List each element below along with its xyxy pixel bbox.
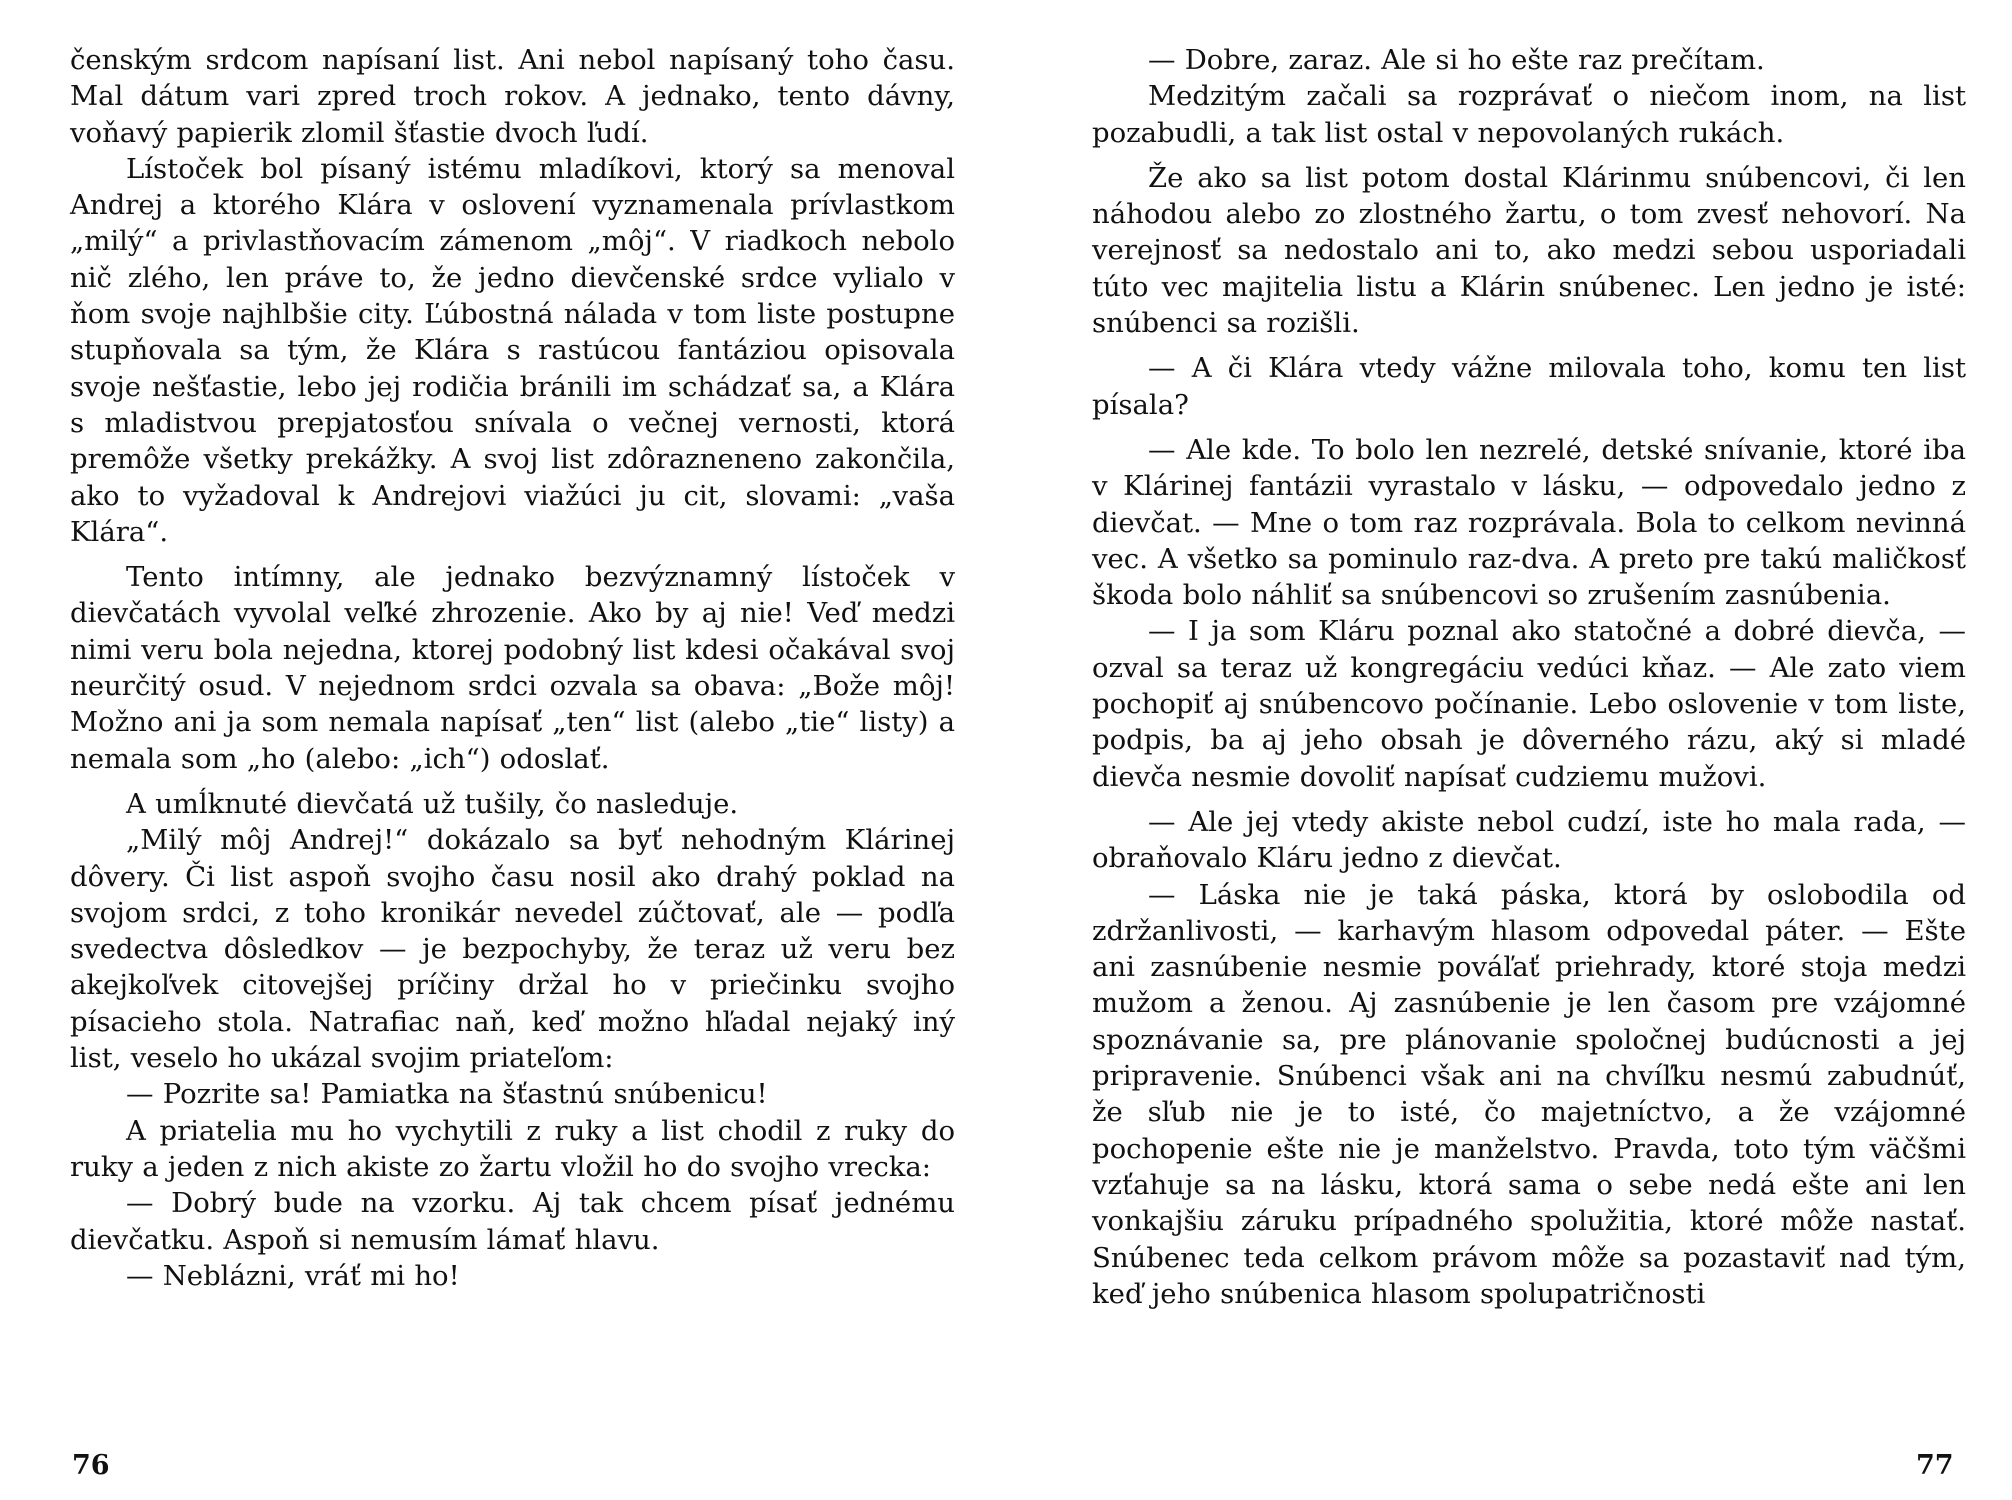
right-page — [1092, 42, 1966, 1312]
left-paragraph-3: Tento intímny, ale jednako bezvýznamný lístoček v dievčatách vyvolal veľké zhrozenie. Ako by aj nie! Veď medzi nimi veru bola nejedna, ktorej podobný list kdesi očakával svoj neurčitý osud. V nejednom srdci ozvala sa obava: „Bože môj! Možno ani ja som nemala napísať „ten“ list (alebo „tie“ listy) a nemala som „ho (alebo: „ich“) odoslať. — [70, 561, 955, 775]
right-paragraph-8: — Láska nie je taká páska, ktorá by oslobodila od zdržanlivosti, — karhavým hlasom odpovedal páter. — Ešte ani zasnúbenie nesmie pováľať priehrady, ktoré stoja medzi mužom a ženou. Aj zasnúbenie je len časom pre vzájomné spoznávanie sa, pre plánovanie spoločnej budúcnosti a jej pripravenie. Snúbenci však ani na chvíľku nesmú zabudnúť, že sľub nie je to isté, čo majetníctvo, a že vzájomné pochopenie ešte nie je manželstvo. Pravda, toto tým väčšmi vzťahuje sa na lásku, ktorá sama o sebe nedá ešte ani len vonkajšiu záruku prípadného spolužitia, ktoré môže nastať. Snúbenec teda celkom právom môže sa pozastaviť nad tým, keď jeho snúbenica hlasom spolupatričnosti — [1092, 878, 1966, 1310]
right-paragraph-4: — A či Klára vtedy vážne milovala toho, komu ten list písala? — [1092, 352, 1966, 421]
left-paragraph-4: A umĺknuté dievčatá už tušily, čo nasleduje. — [126, 787, 739, 820]
left-paragraph-7: A priatelia mu ho vychytili z ruky a list chodil z ruky do ruky a jeden z nich akiste zo žartu vložil ho do svojho vrecka: — [70, 1114, 955, 1183]
left-page — [70, 42, 955, 1294]
right-paragraph-6: — I ja som Kláru poznal ako statočné a dobré dievča, — ozval sa teraz už kongregáciu vedúci kňaz. — Ale zato viem pochopiť aj snúbencovo počínanie. Lebo oslovenie v tom liste, podpis, ba aj jeho obsah je dôverného rázu, aký si mladé dievča nesmie dovoliť napísať cudziemu mužovi. — [1092, 615, 1966, 793]
right-paragraph-1: — Dobre, zaraz. Ale si ho ešte raz prečítam. — [1148, 44, 1765, 76]
right-paragraph-7: — Ale jej vtedy akiste nebol cudzí, iste ho mala rada, — obraňovalo Kláru jedno z dievčat. — [1092, 805, 1966, 875]
right-paragraph-2: Medzitým začali sa rozprávať o niečom inom, na list pozabudli, a tak list ostal v nepovolaných rukách. — [1092, 80, 1966, 149]
right-paragraph-3: Že ako sa list potom dostal Klárinmu snúbencovi, či len náhodou alebo zo zlostného žartu, o tom zvesť nehovorí. Na verejnosť sa nedostalo ani to, ako medzi sebou usporiadali túto vec majitelia listu a Klárin snúbenec. Len jedno je isté: snúbenci sa rozišli. — [1092, 161, 1966, 340]
left-paragraph-8: — Dobrý bude na vzorku. Aj tak chcem písať jednému dievčatku. Aspoň si nemusím lámať hlavu. — [70, 1187, 955, 1256]
left-paragraph-9: — Neblázni, vráť mi ho! — [126, 1259, 460, 1292]
right-paragraph-5: — Ale kde. To bolo len nezrelé, detské snívanie, ktoré iba v Klárinej fantázii vyrastalo v lásku, — odpovedalo jedno z dievčat. — Mne o tom raz rozprávala. Bola to celkom nevinná vec. A všetko sa pominulo raz-dva. A preto pre takú maličkosť škoda bolo náhliť sa snúbencovi so zrušením zasnúbenia. — [1092, 433, 1966, 612]
page-number-left: 76 — [72, 1450, 110, 1481]
page-number-right: 77 — [1916, 1450, 1954, 1481]
left-paragraph-5: „Milý môj Andrej!“ dokázalo sa byť nehodným Klárinej dôvery. Či list aspoň svojho času nosil ako drahý poklad na svojom srdci, z toho kronikár nevedel zúčtovať, ale — podľa svedectva dôsledkov — je bezpochyby, že teraz už veru bez akejkoľvek citovejšej príčiny držal ho v priečinku svojho písacieho stola. Natrafiac naň, keď možno hľadal nejaký iný list, veselo ho ukázal svojim priateľom: — [70, 824, 955, 1075]
left-paragraph-2: Lístoček bol písaný istému mladíkovi, ktorý sa menoval Andrej a ktorého Klára v oslovení vyznamenala prívlastkom „milý“ a privlastňovacím zámenom „môj“. V riadkoch nebolo nič zlého, len práve to, že jedno dievčenské srdce vylialo v ňom svoje najhlbšie city. Ľúbostná nálada v tom liste postupne stupňovala sa tým, že Klára s rastúcou fantáziou opisovala svoje nešťastie, lebo jej rodičia bránili im schádzať sa, a Klára s mladistvou prepjatosťou snívala o večnej vernosti, ktorá premôže všetky prekážky. A svoj list zdôrazneneno zakončila, ako to vyžadoval k Andrejovi viažúci ju cit, slovami: „vaša Klára“. — [70, 152, 955, 548]
left-paragraph-1: čenským srdcom napísaní list. Ani nebol napísaný toho času. Mal dátum vari zpred troch rokov. A jednako, tento dávny, voňavý papierik zlomil šťastie dvoch ľudí. — [70, 44, 955, 149]
left-paragraph-6: — Pozrite sa! Pamiatka na šťastnú snúbenicu! — [126, 1078, 768, 1111]
